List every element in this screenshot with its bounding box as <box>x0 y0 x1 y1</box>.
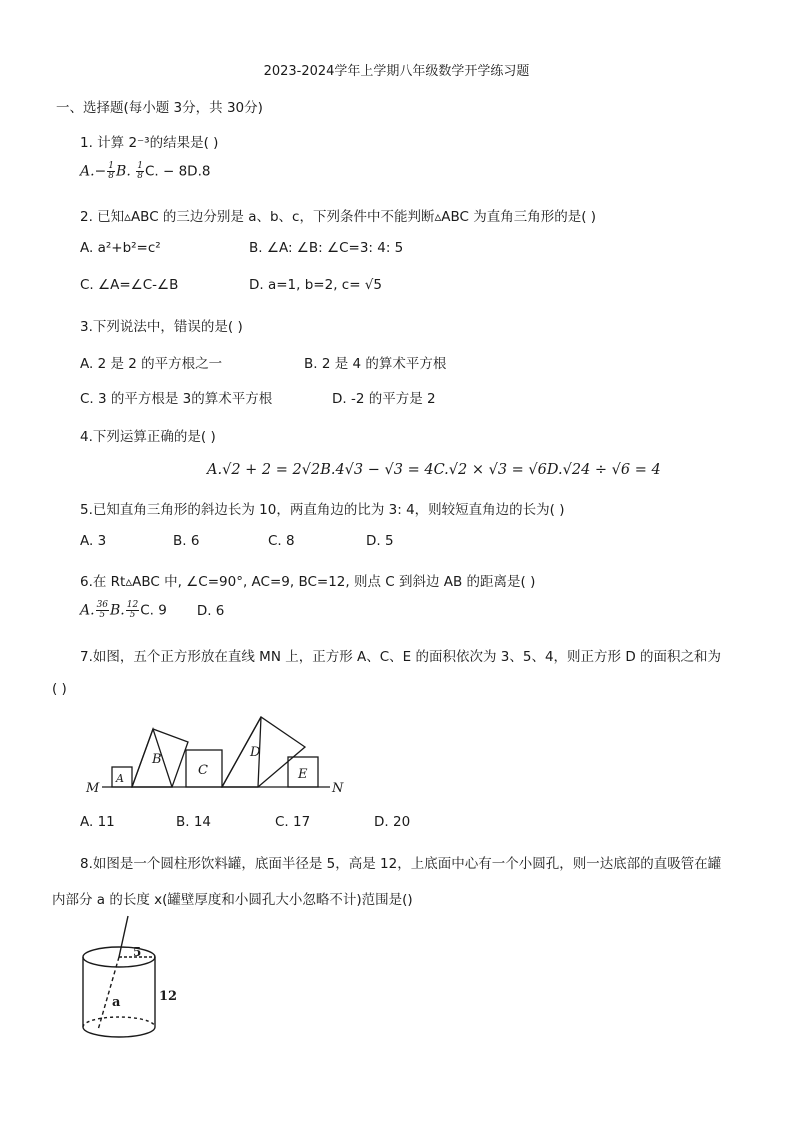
q3-option-a: A. 2 是 2 的平方根之一 <box>80 356 223 372</box>
q2-option-d: D. a=1, b=2, c= √5 <box>249 277 383 293</box>
question-6-options <box>80 601 224 620</box>
page-title: 2023-2024学年上学期八年级数学开学练习题 <box>263 64 530 79</box>
q3-option-b: B. 2 是 4 的算术平方根 <box>304 356 447 372</box>
section-heading: 一、选择题(每小题 3分，共 30分) <box>56 100 263 116</box>
question-8-stem-line2: 内部分 a 的长度 x(罐壁厚度和小圆孔大小忽略不计)范围是() <box>52 892 413 908</box>
straw-inside <box>98 957 119 1030</box>
label-e: E <box>298 767 308 782</box>
cylinder-figure <box>70 912 200 1047</box>
q1-option-b-prefix: B. <box>116 163 136 180</box>
straw-label: a <box>112 995 121 1010</box>
q6-option-a-fraction: $\frac{36}{5}$ <box>96 600 109 620</box>
q5-option-d: D. 5 <box>366 533 394 549</box>
q3-option-d: D. -2 的平方是 2 <box>332 391 436 407</box>
q1-option-cd: C. − 8D.8 <box>144 163 211 180</box>
label-m: M <box>86 781 100 796</box>
q6-option-c: C. 9 <box>140 602 167 619</box>
question-7-stem-line2: ( ) <box>52 681 67 697</box>
question-1-stem: 1. 计算 2⁻³的结果是( ) <box>80 135 219 151</box>
label-a: A <box>116 772 124 785</box>
q4-options: A.√2 + 2 = 2√2B.4√3 − √3 = 4C.√2 × √3 = √6D.√24 ÷ √6 = 4 <box>207 462 661 478</box>
question-5-stem: 5.已知直角三角形的斜边长为 10，两直角边的比为 3: 4，则较短直角边的长为( ) <box>80 502 565 518</box>
q2-option-b: B. ∠A: ∠B: ∠C=3: 4: 5 <box>249 240 404 256</box>
label-d: D <box>250 745 261 760</box>
question-6-stem: 6.在 Rt▵ABC 中, ∠C=90°, AC=9, BC=12, 则点 C 到斜边 AB 的距离是( ) <box>80 574 536 590</box>
label-n: N <box>332 781 344 796</box>
q1-option-b-fraction: $\frac{1}{8}$ <box>137 161 143 181</box>
cylinder-bottom-front <box>83 1027 155 1037</box>
square-d <box>222 717 305 787</box>
q5-option-b: B. 6 <box>173 533 200 549</box>
squares-on-line-figure <box>80 710 360 800</box>
label-c: C <box>198 763 208 778</box>
cylinder-bottom-back <box>83 1017 155 1027</box>
radius-label: 5 <box>133 945 142 959</box>
q1-option-a-fraction: $\frac{1}{8}$ <box>108 161 115 181</box>
question-1-options <box>80 162 210 181</box>
q1-option-a-prefix: A.− <box>80 163 107 180</box>
q6-option-b-prefix: B. <box>110 602 125 619</box>
q7-option-b: B. 14 <box>176 814 212 830</box>
q6-option-b-fraction: $\frac{12}{5}$ <box>126 600 139 620</box>
q6-option-a-prefix: A. <box>80 602 95 619</box>
q2-option-a: A. a²+b²=c² <box>80 240 161 256</box>
q5-option-c: C. 8 <box>268 533 295 549</box>
question-4-stem: 4.下列运算正确的是( ) <box>80 429 216 445</box>
question-8-stem-line1: 8.如图是一个圆柱形饮料罐，底面半径是 5，高是 12，上底面中心有一个小圆孔，则一达底部的直吸管在罐 <box>80 856 722 872</box>
q5-option-a: A. 3 <box>80 533 107 549</box>
q2-option-c: C. ∠A=∠C-∠B <box>80 277 179 293</box>
q3-option-c: C. 3 的平方根是 3的算术平方根 <box>80 391 273 407</box>
question-3-stem: 3.下列说法中，错误的是( ) <box>80 319 243 335</box>
q6-option-d: D. 6 <box>196 602 225 619</box>
height-label: 12 <box>159 989 178 1004</box>
question-7-stem-line1: 7.如图，五个正方形放在直线 MN 上，正方形 A、C、E 的面积依次为 3、5、4，则正方形 D 的面积之和为 <box>80 649 722 665</box>
question-2-stem: 2. 已知▵ABC 的三边分别是 a、b、c，下列条件中不能判断▵ABC 为直角三角形的是( ) <box>80 209 597 225</box>
q7-option-c: C. 17 <box>275 814 311 830</box>
q7-option-d: D. 20 <box>374 814 411 830</box>
straw-outside <box>119 916 128 957</box>
label-b: B <box>152 752 162 767</box>
q7-option-a: A. 11 <box>80 814 115 830</box>
